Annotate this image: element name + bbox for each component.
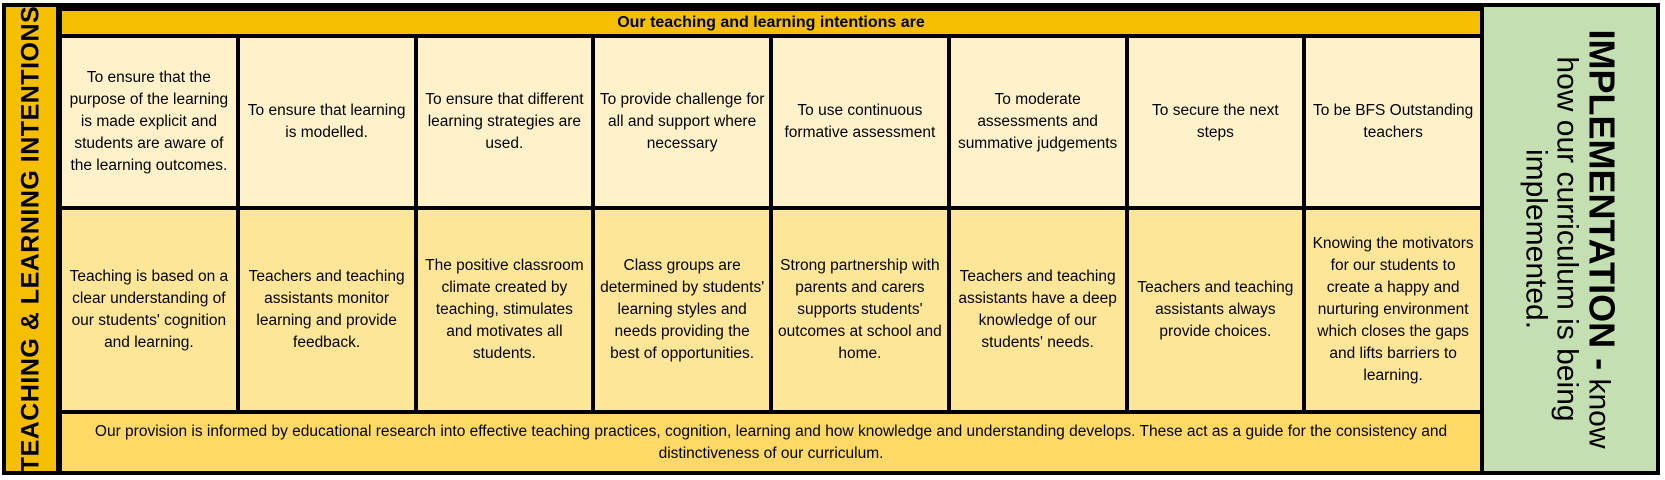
implementation-title: IMPLEMENTATION -	[1581, 29, 1623, 371]
implementation-label	[1520, 19, 1621, 459]
intention-cell: To use continuous formative assessment	[773, 38, 947, 206]
practice-cell: Teachers and teaching assistants have a deep knowledge of our students' needs.	[951, 210, 1125, 410]
implementation-panel	[1484, 7, 1656, 471]
intention-cell: To ensure that learning is modelled.	[240, 38, 414, 206]
practice-cell: Knowing the motivators for our students to create a happy and nurturing environment which closes the gaps and lifts barriers to learning.	[1306, 210, 1480, 410]
side-label: TEACHING & LEARNING INTENTIONS	[16, 5, 45, 473]
practice-cell: Teaching is based on a clear understanding of our students' cognition and learning.	[62, 210, 236, 410]
intention-cell: To secure the next steps	[1129, 38, 1303, 206]
practice-cell: Class groups are determined by students' learning styles and needs providing the best of opportunities.	[595, 210, 769, 410]
intention-cell: To provide challenge for all and support where necessary	[595, 38, 769, 206]
practices-row	[62, 210, 1480, 410]
side-label-panel	[6, 7, 56, 471]
implementation-subtitle: know how our curriculum is being implemented.	[1519, 56, 1616, 449]
practice-cell: Teachers and teaching assistants always provide choices.	[1129, 210, 1303, 410]
intention-cell: To be BFS Outstanding teachers	[1306, 38, 1480, 206]
intention-cell: To ensure that different learning strategies are used.	[418, 38, 592, 206]
practice-cell: Teachers and teaching assistants monitor learning and provide feedback.	[240, 210, 414, 410]
intention-cell: To moderate assessments and summative judgements	[951, 38, 1125, 206]
intentions-row	[62, 38, 1480, 206]
practice-cell: Strong partnership with parents and carers supports students' outcomes at school and home.	[773, 210, 947, 410]
intention-cell: To ensure that the purpose of the learning is made explicit and students are aware of the learning outcomes.	[62, 38, 236, 206]
curriculum-table	[2, 3, 1660, 475]
practice-cell: The positive classroom climate created by teaching, stimulates and motivates all students.	[418, 210, 592, 410]
research-footer: Our provision is informed by educational research into effective teaching practices, cognition, learning and how knowledge and understanding develops. These act as a guide for the consistency and distinctiveness of our curriculum.	[62, 414, 1480, 471]
table-header: Our teaching and learning intentions are	[62, 11, 1480, 34]
